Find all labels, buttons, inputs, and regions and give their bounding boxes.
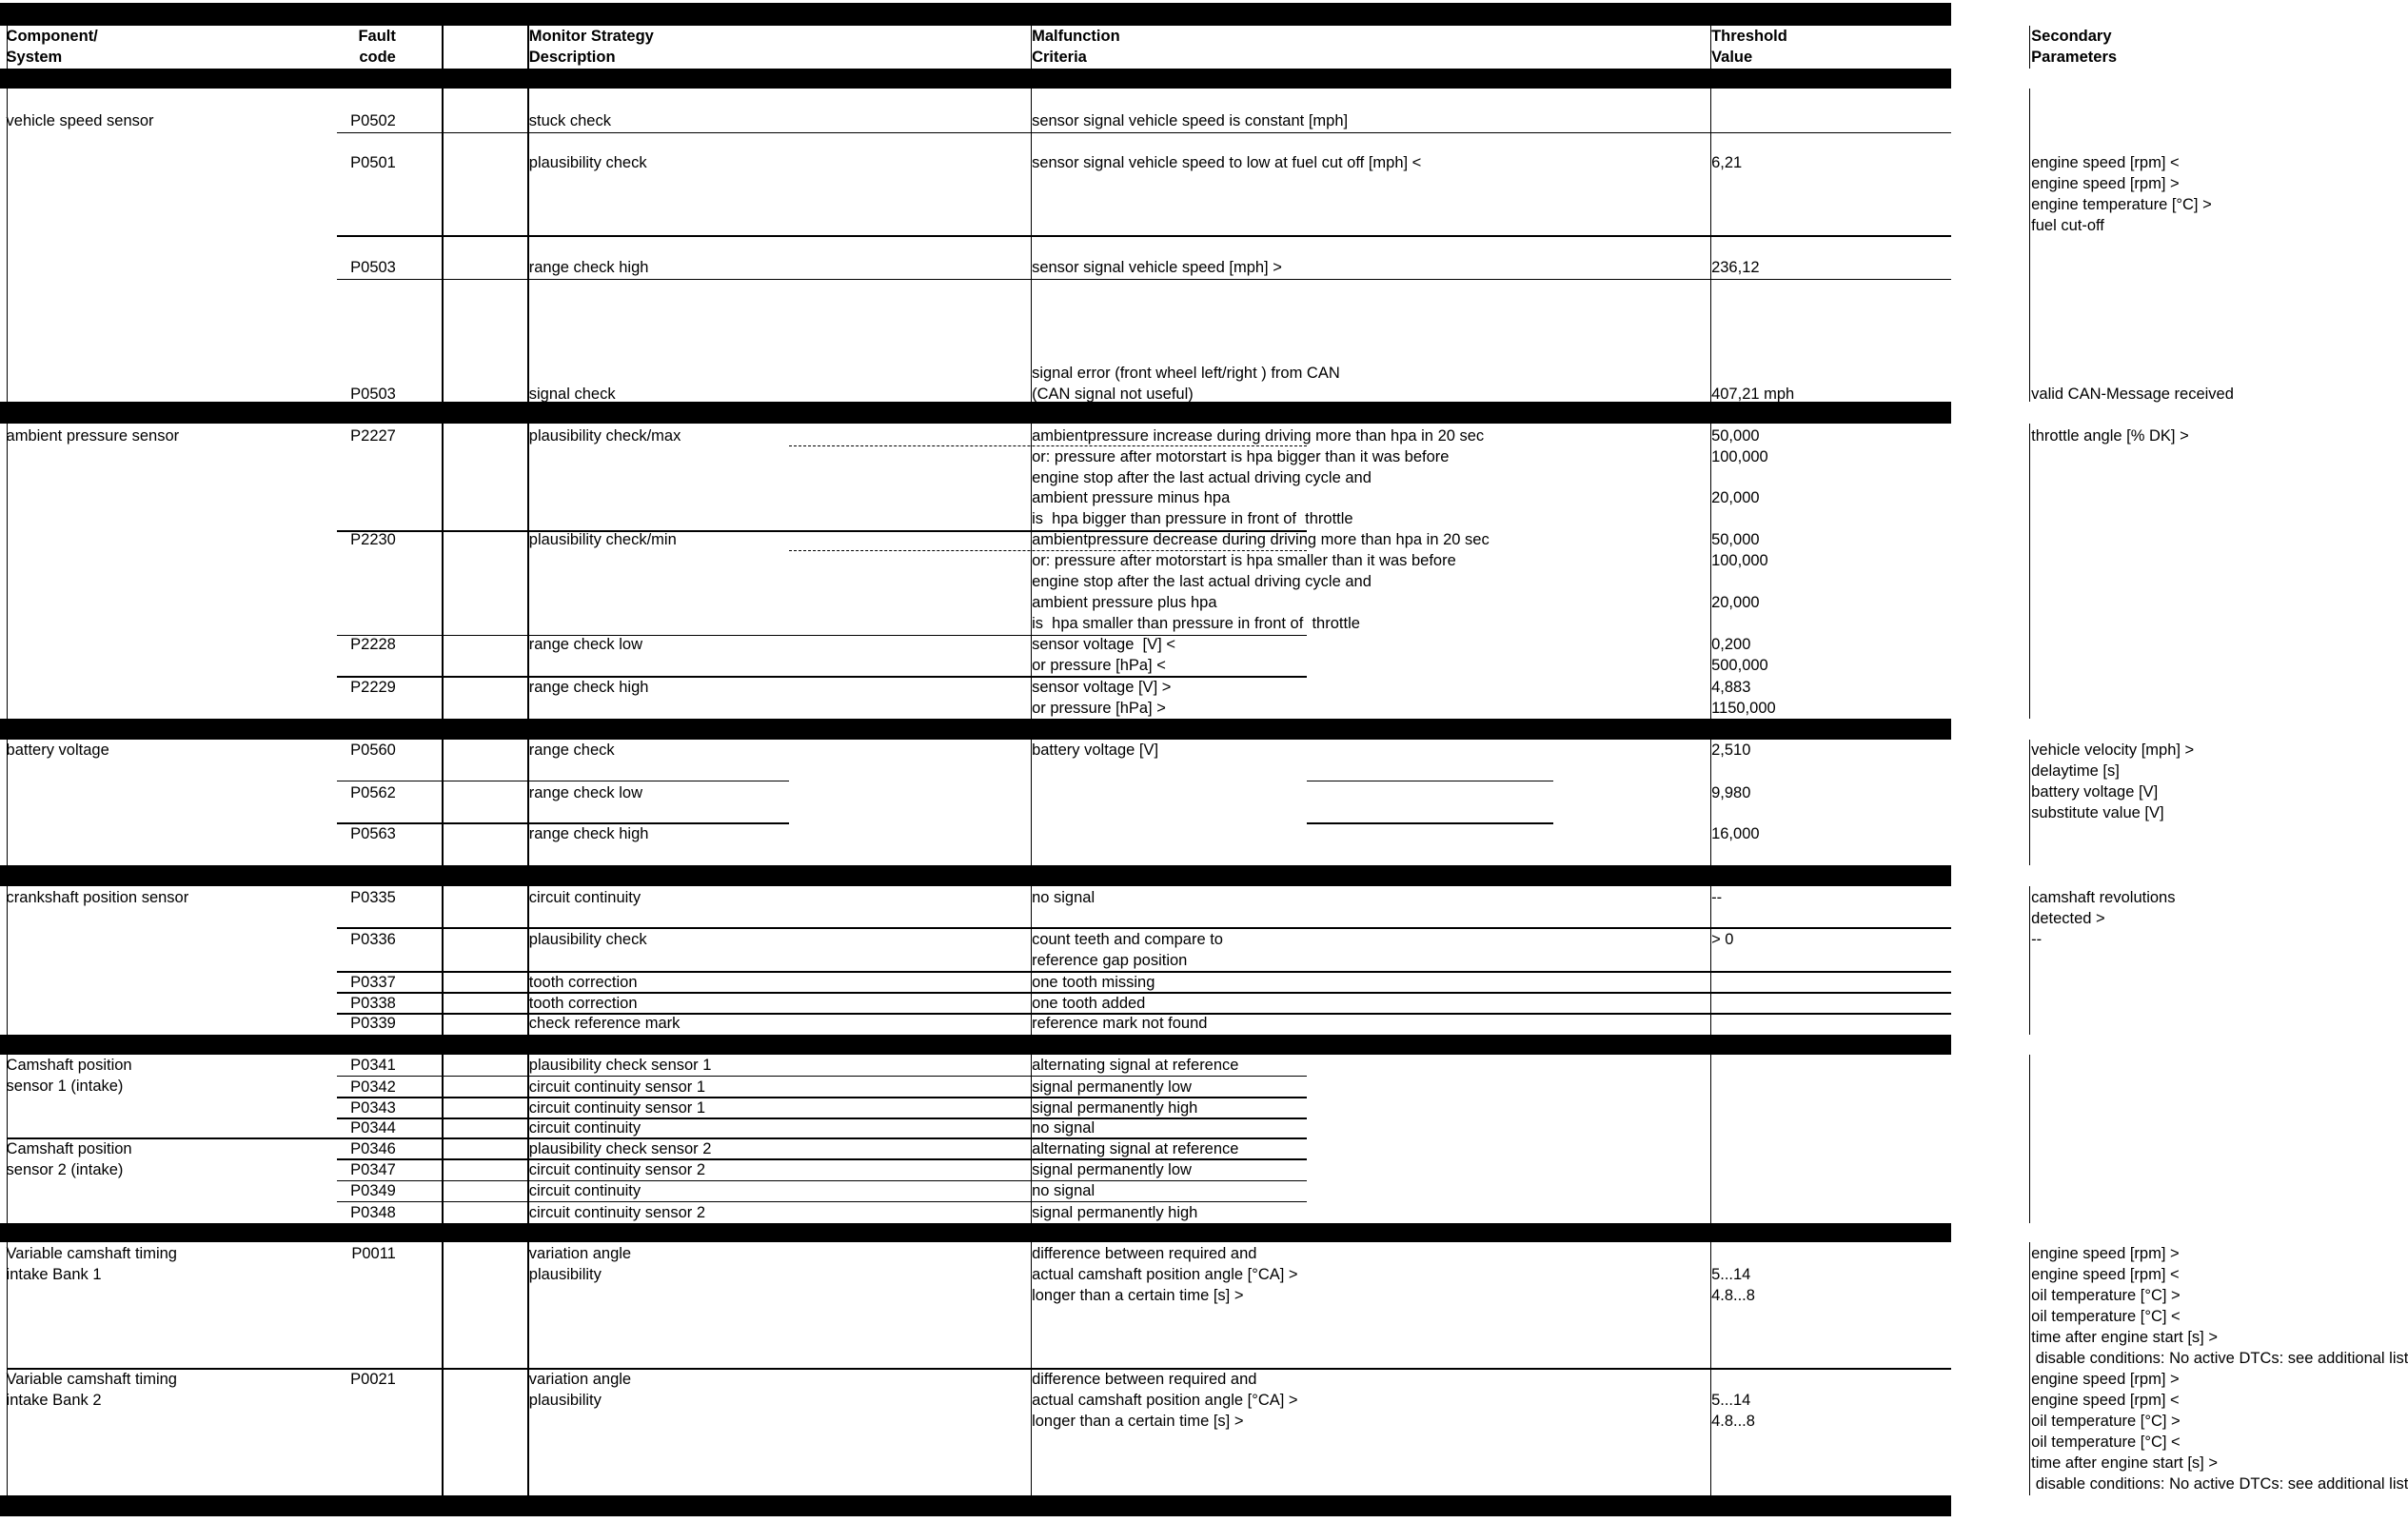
fault-code: P0342 <box>350 1078 396 1096</box>
section-divider-bar <box>0 402 1951 423</box>
monitor-description: circuit continuity sensor 1 <box>528 1078 706 1096</box>
fault-code: P0339 <box>350 1014 396 1032</box>
secondary-parameter: battery voltage [V] <box>2031 783 2159 801</box>
monitor-description: circuit continuity <box>528 1118 641 1137</box>
monitor-description: range check high <box>528 825 649 843</box>
threshold-value: 500,000 <box>1711 657 1768 675</box>
malfunction-criteria: difference between required and <box>1032 1244 1257 1262</box>
malfunction-criteria: sensor signal vehicle speed is constant [mph] <box>1032 111 1349 129</box>
monitor-description: plausibility <box>528 1391 602 1409</box>
column-rule <box>1710 1055 1712 1224</box>
malfunction-criteria: alternating signal at reference <box>1032 1057 1239 1075</box>
fault-code: P0343 <box>350 1098 396 1117</box>
secondary-parameter: fuel cut-off <box>2031 217 2104 235</box>
fault-code: P0338 <box>350 994 396 1012</box>
malfunction-criteria: alternating signal at reference <box>1032 1139 1239 1157</box>
fault-code: P0341 <box>350 1057 396 1075</box>
threshold-value: 100,000 <box>1711 447 1768 465</box>
column-rule <box>2029 89 2031 403</box>
header-monitor-strategy: Monitor Strategy <box>528 27 654 45</box>
fault-code: P0021 <box>350 1370 396 1388</box>
secondary-parameter: detected > <box>2031 909 2105 927</box>
threshold-value: 2,510 <box>1711 742 1751 760</box>
section-divider-bar <box>0 719 1951 740</box>
section-divider-bar <box>0 1223 1951 1242</box>
threshold-value: 6,21 <box>1711 154 1743 172</box>
monitor-description: tooth correction <box>528 973 638 991</box>
secondary-parameter: engine temperature [°C] > <box>2031 196 2212 214</box>
component-system: intake Bank 2 <box>6 1391 102 1409</box>
column-rule <box>1031 89 1033 403</box>
fault-code: P0349 <box>350 1182 396 1200</box>
monitor-description: tooth correction <box>528 994 638 1012</box>
malfunction-criteria: signal permanently low <box>1032 1078 1192 1096</box>
malfunction-criteria: no signal <box>1032 1182 1095 1200</box>
fault-code: P0336 <box>350 931 396 949</box>
column-rule <box>2029 740 2031 865</box>
component-system: Variable camshaft timing <box>6 1370 177 1388</box>
secondary-parameter: disable conditions: No active DTCs: see additional list <box>2031 1474 2408 1493</box>
component-system: Camshaft position <box>6 1140 132 1158</box>
row-rule <box>7 1368 1952 1370</box>
column-rule <box>7 424 9 719</box>
malfunction-criteria: signal permanently high <box>1032 1203 1198 1221</box>
row-rule <box>1307 822 1553 824</box>
malfunction-criteria: ambientpressure increase during driving more than hpa in 20 sec <box>1032 426 1485 445</box>
secondary-parameter: time after engine start [s] > <box>2031 1328 2218 1346</box>
malfunction-criteria: one tooth missing <box>1032 973 1155 991</box>
column-rule <box>2029 26 2031 68</box>
malfunction-criteria: reference gap position <box>1032 952 1188 970</box>
monitor-description: circuit continuity sensor 1 <box>528 1098 706 1117</box>
malfunction-criteria: battery voltage [V] <box>1032 742 1159 760</box>
column-rule <box>7 89 9 403</box>
threshold-value: 407,21 mph <box>1711 386 1795 404</box>
fault-code: P0346 <box>350 1139 396 1157</box>
component-system: Camshaft position <box>6 1057 132 1075</box>
secondary-parameter: engine speed [rpm] > <box>2031 1244 2180 1262</box>
malfunction-criteria: ambient pressure minus hpa <box>1032 489 1231 507</box>
secondary-parameter: valid CAN-Message received <box>2031 386 2234 404</box>
column-rule <box>442 886 444 1035</box>
fault-code: P0347 <box>350 1161 396 1179</box>
malfunction-criteria: no signal <box>1032 1118 1095 1137</box>
secondary-parameter: disable conditions: No active DTCs: see additional list <box>2031 1349 2408 1367</box>
fault-code: P0344 <box>350 1118 396 1137</box>
threshold-value: 20,000 <box>1711 594 1760 612</box>
monitor-description: plausibility <box>528 1265 602 1283</box>
row-rule <box>337 279 1951 281</box>
header-fault-code: Fault <box>358 27 396 45</box>
malfunction-criteria: engine stop after the last actual driving cycle and <box>1032 573 1372 591</box>
malfunction-criteria: sensor signal vehicle speed [mph] > <box>1032 259 1282 277</box>
threshold-value: -- <box>1711 888 1723 906</box>
row-rule <box>1307 781 1553 782</box>
monitor-description: plausibility check sensor 1 <box>528 1057 712 1075</box>
monitor-description: circuit continuity sensor 2 <box>528 1203 706 1221</box>
monitor-description: signal check <box>528 386 616 404</box>
monitor-description: range check low <box>528 783 642 801</box>
monitor-description: range check high <box>528 259 649 277</box>
threshold-value: 4.8...8 <box>1711 1412 1755 1430</box>
fault-code: P2227 <box>350 426 396 445</box>
monitor-description: circuit continuity sensor 2 <box>528 1161 706 1179</box>
column-rule <box>442 740 444 865</box>
fault-code: P2229 <box>350 678 396 696</box>
threshold-value: 5...14 <box>1711 1265 1751 1283</box>
column-rule <box>7 886 9 1035</box>
column-rule <box>2029 1242 2031 1494</box>
malfunction-criteria: or pressure [hPa] < <box>1032 657 1166 675</box>
header-component: Component/ <box>6 27 98 45</box>
monitor-description: plausibility check sensor 2 <box>528 1139 712 1157</box>
section-divider-bar <box>0 3 1951 27</box>
header-secondary-parameters: Parameters <box>2031 48 2118 66</box>
malfunction-criteria: or: pressure after motorstart is hpa smaller than it was before <box>1032 552 1456 570</box>
malfunction-criteria: reference mark not found <box>1032 1014 1208 1032</box>
fault-code: P0563 <box>350 825 396 843</box>
monitor-description: plausibility check <box>528 931 647 949</box>
malfunction-criteria: or pressure [hPa] > <box>1032 699 1166 717</box>
malfunction-criteria: or: pressure after motorstart is hpa bigger than it was before <box>1032 447 1450 465</box>
threshold-value: 20,000 <box>1711 489 1760 507</box>
malfunction-criteria: sensor signal vehicle speed to low at fuel cut off [mph] < <box>1032 154 1422 172</box>
section-divider-bar <box>0 1035 1951 1055</box>
monitor-description: circuit continuity <box>528 1182 641 1200</box>
header-fault-code: code <box>359 48 396 66</box>
malfunction-criteria: no signal <box>1032 888 1095 906</box>
malfunction-criteria: ambient pressure plus hpa <box>1032 594 1217 612</box>
component-system: vehicle speed sensor <box>6 111 154 129</box>
threshold-value: 50,000 <box>1711 531 1760 549</box>
column-rule <box>1710 886 1712 1035</box>
fault-code: P0337 <box>350 973 396 991</box>
secondary-parameter: delaytime [s] <box>2031 762 2120 781</box>
threshold-value: 4.8...8 <box>1711 1286 1755 1304</box>
monitor-description: range check low <box>528 636 642 654</box>
column-rule <box>442 89 444 403</box>
header-malfunction-criteria: Malfunction <box>1032 27 1120 45</box>
header-threshold-value: Threshold <box>1711 27 1787 45</box>
section-divider-bar <box>0 69 1951 89</box>
monitor-description: plausibility check <box>528 154 647 172</box>
section-divider-bar <box>0 865 1951 886</box>
malfunction-criteria: signal permanently low <box>1032 1161 1192 1179</box>
secondary-parameter: -- <box>2031 931 2043 949</box>
fault-code: P2228 <box>350 636 396 654</box>
malfunction-criteria: engine stop after the last actual driving cycle and <box>1032 468 1372 486</box>
malfunction-criteria: sensor voltage [V] > <box>1032 678 1172 696</box>
component-system: crankshaft position sensor <box>6 888 189 906</box>
threshold-value: 4,883 <box>1711 678 1751 696</box>
column-rule <box>442 424 444 719</box>
malfunction-criteria: signal error (front wheel left/right ) from CAN <box>1032 365 1340 383</box>
secondary-parameter: camshaft revolutions <box>2031 888 2176 906</box>
secondary-parameter: engine speed [rpm] < <box>2031 154 2180 172</box>
secondary-parameter: oil temperature [°C] < <box>2031 1433 2181 1451</box>
column-rule <box>527 424 529 719</box>
fault-code: P0503 <box>350 259 396 277</box>
malfunction-criteria: actual camshaft position angle [°CA] > <box>1032 1265 1298 1283</box>
header-monitor-strategy: Description <box>528 48 616 66</box>
secondary-parameter: engine speed [rpm] < <box>2031 1391 2180 1409</box>
fault-code: P0335 <box>350 888 396 906</box>
malfunction-criteria: difference between required and <box>1032 1370 1257 1388</box>
monitor-description: variation angle <box>528 1370 632 1388</box>
fault-code: P0348 <box>350 1203 396 1221</box>
monitor-description: range check <box>528 742 615 760</box>
malfunction-criteria: longer than a certain time [s] > <box>1032 1286 1244 1304</box>
row-rule <box>337 235 1951 237</box>
secondary-parameter: oil temperature [°C] > <box>2031 1286 2181 1304</box>
fault-code: P0011 <box>351 1244 396 1262</box>
component-system: battery voltage <box>6 742 109 760</box>
component-system: intake Bank 1 <box>6 1265 102 1283</box>
threshold-value: 236,12 <box>1711 259 1760 277</box>
threshold-value: 1150,000 <box>1711 699 1776 717</box>
malfunction-criteria: signal permanently high <box>1032 1098 1198 1117</box>
component-system: sensor 2 (intake) <box>6 1161 124 1179</box>
threshold-value: 50,000 <box>1711 426 1760 445</box>
monitor-description: plausibility check/min <box>528 531 677 549</box>
fault-code: P0503 <box>350 386 396 404</box>
column-rule <box>2029 1055 2031 1224</box>
column-rule <box>2029 424 2031 719</box>
header-malfunction-criteria: Criteria <box>1032 48 1087 66</box>
section-divider-bar <box>0 1495 1951 1516</box>
column-rule <box>527 89 529 403</box>
malfunction-criteria: is hpa smaller than pressure in front of throttle <box>1032 615 1360 633</box>
fault-code: P0501 <box>350 154 396 172</box>
malfunction-criteria: count teeth and compare to <box>1032 931 1223 949</box>
fault-code: P0560 <box>350 742 396 760</box>
component-system: Variable camshaft timing <box>6 1244 177 1262</box>
secondary-parameter: oil temperature [°C] > <box>2031 1412 2181 1430</box>
secondary-parameter: vehicle velocity [mph] > <box>2031 742 2195 760</box>
threshold-value: 0,200 <box>1711 636 1751 654</box>
threshold-value: 100,000 <box>1711 552 1768 570</box>
monitor-description: range check high <box>528 678 649 696</box>
monitor-description: variation angle <box>528 1244 632 1262</box>
secondary-parameter: oil temperature [°C] < <box>2031 1307 2181 1325</box>
malfunction-criteria: is hpa bigger than pressure in front of throttle <box>1032 510 1353 528</box>
header-secondary-parameters: Secondary <box>2031 27 2112 45</box>
threshold-value: > 0 <box>1711 931 1734 949</box>
malfunction-criteria: one tooth added <box>1032 994 1146 1012</box>
monitor-description: plausibility check/max <box>528 426 681 445</box>
secondary-parameter: engine speed [rpm] > <box>2031 1370 2180 1388</box>
malfunction-criteria: (CAN signal not useful) <box>1032 386 1194 404</box>
fault-code: P2230 <box>350 531 396 549</box>
monitor-description: stuck check <box>528 111 611 129</box>
monitor-description: circuit continuity <box>528 888 641 906</box>
threshold-value: 16,000 <box>1711 825 1760 843</box>
component-system: sensor 1 (intake) <box>6 1078 124 1096</box>
secondary-parameter: engine speed [rpm] < <box>2031 1265 2180 1283</box>
fault-code: P0562 <box>350 783 396 801</box>
monitor-description: check reference mark <box>528 1014 681 1032</box>
header-component: System <box>6 48 63 66</box>
secondary-parameter: engine speed [rpm] > <box>2031 175 2180 193</box>
threshold-value: 5...14 <box>1711 1391 1751 1409</box>
header-threshold-value: Value <box>1711 48 1753 66</box>
secondary-parameter: time after engine start [s] > <box>2031 1454 2218 1472</box>
threshold-value: 9,980 <box>1711 783 1751 801</box>
column-rule <box>1710 89 1712 403</box>
malfunction-criteria: ambientpressure decrease during driving more than hpa in 20 sec <box>1032 531 1490 549</box>
row-rule <box>337 132 1951 134</box>
malfunction-criteria: longer than a certain time [s] > <box>1032 1412 1244 1430</box>
secondary-parameter: substitute value [V] <box>2031 804 2164 822</box>
secondary-parameter: throttle angle [% DK] > <box>2031 426 2189 445</box>
malfunction-criteria: actual camshaft position angle [°CA] > <box>1032 1391 1298 1409</box>
fault-code: P0502 <box>350 111 396 129</box>
column-rule <box>2029 886 2031 1035</box>
column-rule <box>442 26 444 68</box>
malfunction-criteria: sensor voltage [V] < <box>1032 636 1175 654</box>
component-system: ambient pressure sensor <box>6 426 180 445</box>
